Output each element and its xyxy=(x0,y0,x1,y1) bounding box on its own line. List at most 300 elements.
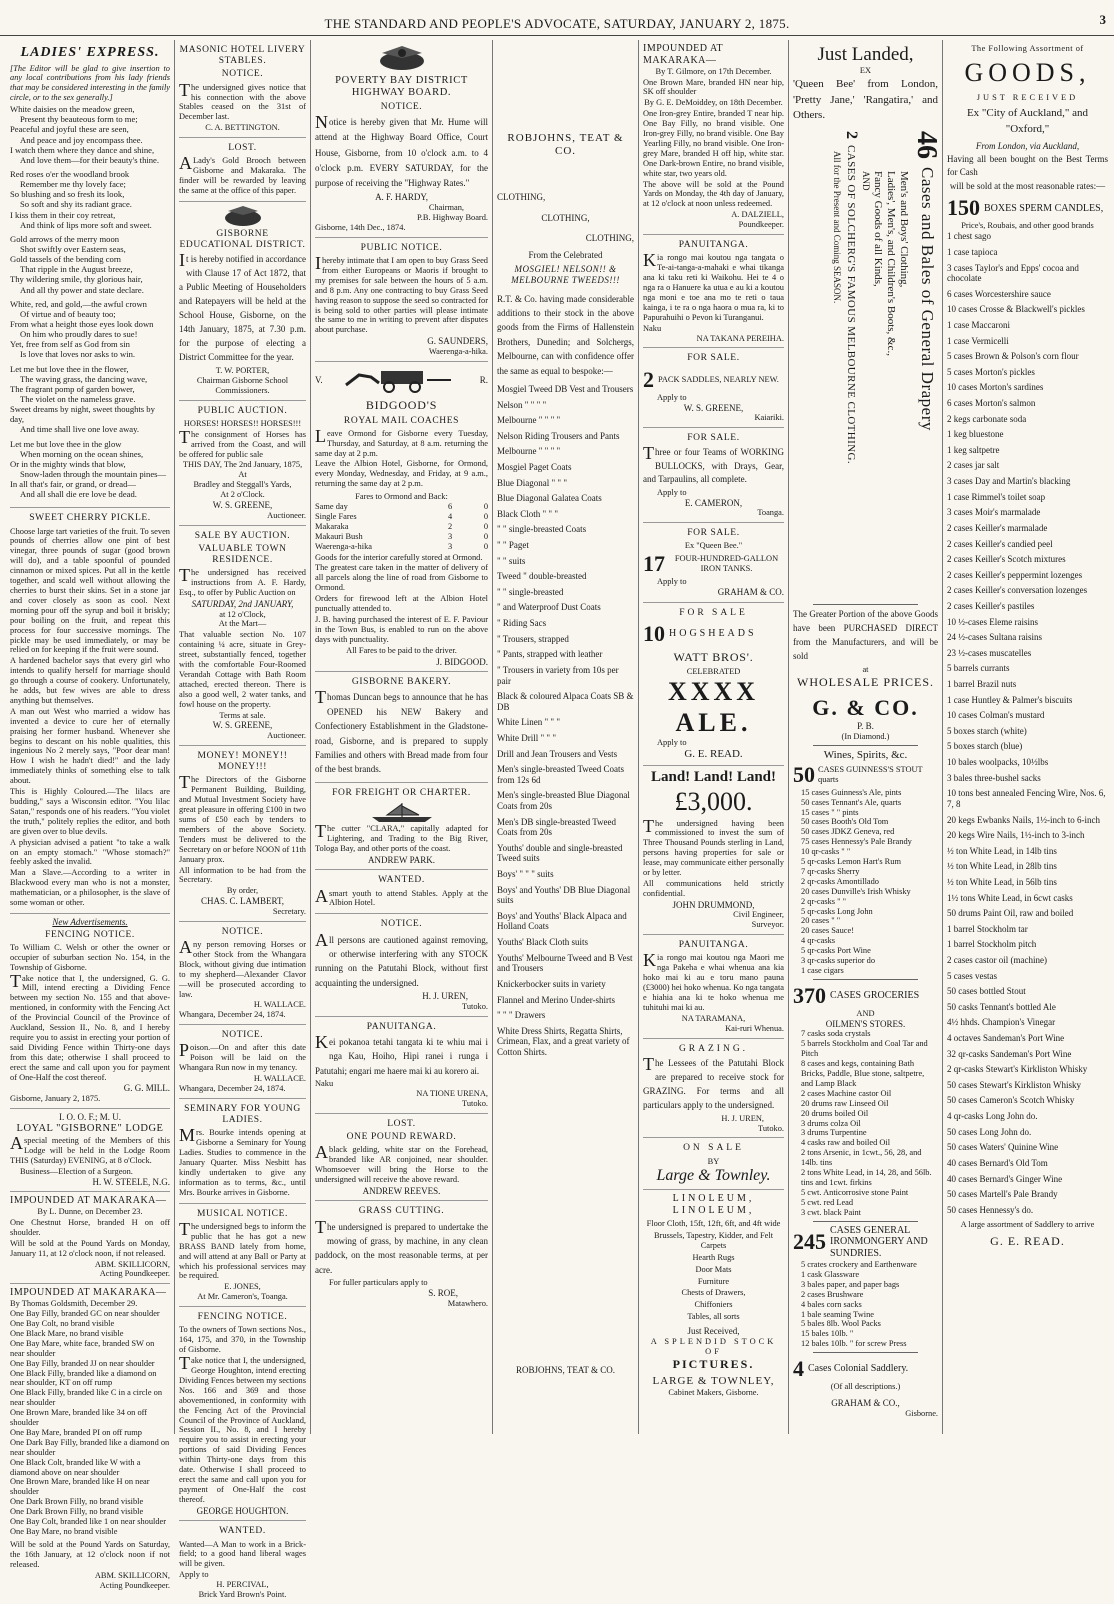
verse-line: Present thy beauteous form to me; xyxy=(20,114,138,125)
fares-title: Fares to Ormond and Back: xyxy=(355,492,448,502)
list-item: 5 cases vestas xyxy=(947,970,997,981)
notice-stock-title: NOTICE. xyxy=(380,919,423,930)
poverty-bay-title: POVERTY BAY DISTRICT HIGHWAY BOARD. xyxy=(335,75,468,99)
coach-subtitle: ROYAL MAIL COACHES xyxy=(343,415,460,426)
list-item: 8 cases and kegs, containing Bath Bricks, Paddle, Blue stone, saltpetre, and Lamp Black xyxy=(801,1059,925,1088)
list-item: One Black Mare, no brand visible xyxy=(10,1328,124,1338)
para-bachelor: A hardened bachelor says that every girl who intends to qualify herself for marriage should go through a course of cookery. Unfortunately, he adds, but few wives are able to dress anything but themselves. xyxy=(10,656,170,705)
verse-line: White daisies on the meadow green, xyxy=(10,104,135,115)
bakery-title: GISBORNE BAKERY. xyxy=(351,677,452,688)
list-item: Flannel and Merino Under-shirts xyxy=(497,994,616,1005)
hardware-num: 245 xyxy=(793,1229,826,1255)
wanted-man-text: Wanted—A Man to work in a Brick-field; to a good hand liberal wages will be given. xyxy=(179,1539,306,1569)
poverty-bay-notice: NOTICE. xyxy=(380,101,423,112)
list-item: 1 barrel Stockholm pitch xyxy=(947,939,1037,950)
drapery-line2: Men's and Boys' Clothing, xyxy=(897,171,910,288)
grass-cutting-role: Matawhero. xyxy=(447,1298,488,1308)
linoleum-sig: LARGE & TOWNLEY, xyxy=(652,1374,775,1387)
fare-label: Waerenga-a-hika xyxy=(315,541,372,551)
land-amount: £3,000. xyxy=(674,786,753,816)
panuitanga2-title: PANUITANGA. xyxy=(678,940,749,951)
fare-shillings: 4 xyxy=(448,511,453,521)
list-item: One Black Filly, branded like C in a circle on near shoulder xyxy=(10,1388,163,1408)
groceries-oilmen: OILMEN'S STORES. xyxy=(825,1018,906,1029)
list-item: Chiffoniers xyxy=(694,1300,733,1310)
coach-icon xyxy=(341,365,461,396)
masonic-title: MASONIC HOTEL LIVERY STABLES. xyxy=(179,45,306,67)
notice-stock-text: All persons are cautioned against removing, or otherwise interfering with any STOCK running on the Patutahi Block, without first acquainting the undersigned. xyxy=(315,929,488,988)
list-item: Nelson " " " " xyxy=(497,399,547,410)
list-item: 3 qr-casks superior do xyxy=(801,956,876,966)
land-sig: JOHN DRUMMOND, xyxy=(672,899,755,910)
list-item: 4 bales corn sacks xyxy=(801,1299,862,1309)
verse-line: White, red, and gold,—the awful crown xyxy=(10,298,147,309)
para-lilacs: This is Highly Coloured.—The lilacs are budding," says a Wisconsin editor. "You lilac Satan," responds one of his readers. "You violet the truth," politely replies the editor, and both are given over to blue devils. xyxy=(10,787,170,836)
list-item: 2 tons White Lead, in 14, 28, and 56lb. tins and 1cwt. firkins xyxy=(801,1168,932,1187)
verse-line: Snow-laden through the mountain pines— xyxy=(20,468,167,479)
impound1-title: IMPOUNDED AT MAKARAKA— xyxy=(10,1195,167,1207)
sale4-text: HOGSHEADS xyxy=(669,628,757,640)
fare-row xyxy=(315,532,488,542)
verse-line: That ripple in the August breeze, xyxy=(20,264,133,275)
list-item: 10 qr-casks " " xyxy=(801,847,851,857)
fare-row xyxy=(315,542,488,552)
list-item: 3 bales three-bushel sacks xyxy=(947,772,1041,783)
on-sale-firm: Large & Townley. xyxy=(656,1166,771,1184)
auction-time: At 2 o'Clock. xyxy=(220,490,265,500)
wanted-man-role: Brick Yard Brown's Point. xyxy=(198,1590,287,1600)
panuitanga-c3-sig: NA TIONE URENA, xyxy=(416,1088,488,1098)
poem-verse xyxy=(10,104,170,499)
ladies-express-title: LADIES' EXPRESS. xyxy=(20,45,160,60)
grass-cutting-text: The undersigned is prepared to undertake the mowing of grass, by machine, in any clean paddock, on the most reasonable terms, at per acre. xyxy=(315,1216,488,1275)
clothing-2: CLOTHING, xyxy=(541,212,590,223)
panuitanga2-text: Kia rongo mai koutou nga Maori me nga Pakeha e whai whenua ana kia hoko mai ki au e toru mano pauna (£3000) hei hoko whenua. Ko nga tangata e hiahia ana ki te hoko whenua me tuhituhi mai ki au. xyxy=(643,950,784,1012)
panuitanga-c5-naku: Naku xyxy=(643,323,662,333)
poverty-bay-role: Chairman, xyxy=(428,203,464,213)
list-item: 6 cases Worcestershire sauce xyxy=(947,288,1051,299)
verse-line: Let me but love thee in the glow xyxy=(10,438,122,449)
linoleum-list xyxy=(643,1219,784,1322)
saddlery-text: Cases Colonial Saddlery. xyxy=(808,1363,909,1375)
verse-line: I watch them where they dance and shine, xyxy=(10,144,155,155)
candles-sub: Price's, Roubais, and other good brands xyxy=(961,221,1094,231)
groceries-num: 370 xyxy=(793,982,826,1008)
list-item: 5 qr-casks Long John xyxy=(801,906,873,916)
auction-title: PUBLIC AUCTION. xyxy=(197,405,288,416)
impound1-text: One Chestnut Horse, branded H on off shoulder. xyxy=(10,1217,170,1237)
list-item: 1 case cigars xyxy=(801,966,844,975)
list-item: 1 case tapioca xyxy=(947,246,998,257)
lodge-text: Aspecial meeting of the Members of this Lodge will be held in the Lodge Room THIS (Saturday) EVENING, at 8 o'Clock. xyxy=(10,1132,170,1165)
land-title: Land! Land! Land! xyxy=(650,769,777,786)
list-item: Men's single-breasted Blue Diagonal Coats from 20s xyxy=(497,790,630,811)
rotated-drapery-block xyxy=(793,131,942,601)
robjohns-intro: R.T. & Co. having made considerable additions to their stock in the above goods from the Firms of Hallenstein Brothers, Dunedin; and Solchergs, Melbourne, can with confidence offer the same as equal to bespoke:— xyxy=(497,293,634,376)
saddlery-num: 4 xyxy=(793,1356,804,1382)
auction-horses: HORSES! HORSES!! HORSES!!! xyxy=(183,418,302,428)
list-item: Men's DB single-breasted Tweed Coats from 20s xyxy=(497,816,617,838)
notice2-date: Whangara, December 24, 1874. xyxy=(179,1084,286,1094)
list-item: 50 cases bottled Stout xyxy=(947,986,1026,997)
sale2-text: Three or four Teams of WORKING BULLOCKS, with Drays, Gear, and Tarpaulins, all complete. xyxy=(643,443,784,485)
fencing-sig: G. G. MILL. xyxy=(123,1083,170,1094)
list-item: One Black Filly, branded like a diamond on near shoulder, KT on off rump xyxy=(10,1368,157,1388)
panuitanga2-role: Kai-ruri Whenua. xyxy=(725,1023,784,1033)
list-item: One Dark Bay Filly, branded like a diamond on near shoulder xyxy=(10,1437,170,1457)
lodge-business: Business—Election of a Surgeon. xyxy=(20,1166,133,1176)
list-item: 1 chest sago xyxy=(947,231,991,242)
grazing-role: Tutoko. xyxy=(758,1123,784,1133)
grass-cutting-title: GRASS CUTTING. xyxy=(358,1206,445,1217)
impound2-role: Acting Poundkeeper. xyxy=(99,1580,170,1590)
wanted-youth-title: WANTED. xyxy=(378,875,425,886)
impound3-sig: A. DALZIELL, xyxy=(731,210,784,220)
list-item: 1 bale seaming Twine xyxy=(801,1309,874,1319)
fencing-to: To William C. Welsh or other the owner or occupier of suburban section No. 154, in the Township of Gisborne. xyxy=(10,942,170,972)
sale4-sig: G. E. READ. xyxy=(684,748,743,761)
para-slave: Man a Slave.—According to a writer in Blackwood every man who is not a monster, mathematician, or a philosopher, is the slave of some woman or other. xyxy=(10,868,170,908)
list-item: 50 cases Long John do. xyxy=(947,1126,1032,1137)
para-physician: A physician advised a patient "to take a walk on an empty stomach." "Whose stomach?" feebly asked the invalid. xyxy=(10,837,170,867)
list-item: 1 barrel Brazil nuts xyxy=(947,679,1017,690)
musical-title: MUSICAL NOTICE. xyxy=(197,1208,288,1219)
impound1-sale: Will be sold at the Pound Yards on Monday, January 11, at 12 o'clock noon, if not released. xyxy=(10,1238,170,1258)
list-item: " " single-breasted xyxy=(497,586,564,597)
list-item: 10 tons best annealed Fencing Wire, Nos. 6, 7, 8 xyxy=(947,788,1106,809)
poverty-bay-sig: A. F. HARDY, xyxy=(375,192,428,203)
list-item: 3 drums Turpentine xyxy=(801,1128,867,1138)
list-item: 40 cases Bernard's Ginger Wine xyxy=(947,1173,1063,1184)
masonic-notice: NOTICE. xyxy=(221,69,264,80)
list-item: Hearth Rugs xyxy=(692,1252,735,1262)
list-item: " " single-breasted Coats xyxy=(497,524,587,535)
masthead xyxy=(0,0,1114,36)
list-item: Knickerbocker suits in variety xyxy=(497,978,606,989)
column-4 xyxy=(492,40,638,1434)
sold-rates: will be sold at the most reasonable rates:— xyxy=(949,180,1106,191)
notice1-text: Any person removing Horses or other Stock from the Whangara Block, without giving due intimation to my shepherd—Alexander Clavor—will be prosecuted according to law. xyxy=(179,936,306,999)
list-item: 4½ hhds. Champion's Vinegar xyxy=(947,1017,1056,1028)
list-item: White Dress Shirts, Regatta Shirts, Crimean, Flax, and a great variety of Cotton Shirts. xyxy=(497,1025,630,1057)
list-item: Youths' Black Cloth suits xyxy=(497,937,588,948)
list-item: 50 casks Tennant's bottled Ale xyxy=(947,1001,1056,1012)
notice-stock-sig: H. J. UREN, xyxy=(422,991,468,1002)
sale-auction-title: SALE BY AUCTION. xyxy=(194,530,291,541)
candles-title: BOXES SPERM CANDLES, xyxy=(984,202,1104,214)
panuitanga-c5-title: PANUITANGA. xyxy=(678,240,749,251)
saddlery-arrive: A large assortment of Saddlery to arrive xyxy=(960,1220,1095,1230)
list-item: 1 case Rimmel's toilet soap xyxy=(947,491,1046,502)
wanted-man-title: WANTED. xyxy=(219,1526,266,1537)
coach-purchase: J. B. having purchased the interest of E. F. Paviour in the Town Bus, is enabled to run on the above days with punctuality. xyxy=(315,615,488,644)
list-item: 20 kegs Ewbanks Nails, 1½-inch to 6-inch xyxy=(947,814,1100,825)
notice1-title: NOTICE. xyxy=(221,926,264,937)
from-celebrated: From the Celebrated xyxy=(528,249,603,260)
auction-at: At xyxy=(238,470,247,480)
graham-logo: G. & CO. xyxy=(812,695,919,721)
crest-icon xyxy=(315,43,488,73)
list-item: 2 cases Brushware xyxy=(801,1289,864,1299)
list-item: 2 qr-casks Amontillado xyxy=(801,876,879,886)
verse-line: In all that's fair, or grand, or dread— xyxy=(10,479,137,490)
verse-line: Gold tassels of the bending corn xyxy=(10,254,121,265)
public-notice-title: PUBLIC NOTICE. xyxy=(360,242,443,253)
list-item: 2 cases castor oil (machine) xyxy=(947,954,1047,965)
list-item: 20 cases Dunville's Irish Whisky xyxy=(801,886,911,896)
panuitanga-c3-text: Kei pokanoa tetahi tangata ki te whiu mai i nga Kau, Hoiho, Hipi ranei i runga i Patutahi; engari me haere mai ki au korero ai. xyxy=(315,1031,488,1076)
verse-line: Sweet dreams by night, sweet thoughts by day, xyxy=(10,404,155,425)
lost-gelding-sig: ANDREW REEVES. xyxy=(362,1185,441,1196)
fare-shillings: 3 xyxy=(448,531,453,541)
list-item: 5 boxes starch (blue) xyxy=(947,741,1023,752)
panuitanga-c3-title: PANUITANGA. xyxy=(366,1021,437,1032)
fare-row xyxy=(315,512,488,522)
verse-line: And think of lips more soft and sweet. xyxy=(20,219,152,230)
hardware-title: CASES GENERAL IRONMONGERY AND SUNDRIES. xyxy=(830,1224,928,1260)
verse-line: When morning on the ocean shines, xyxy=(20,448,144,459)
list-item: " Pants, strapped with leather xyxy=(497,649,603,660)
town-residence-terms: Terms at sale. xyxy=(219,710,266,720)
coach-r: R. xyxy=(479,374,488,385)
list-item: " " " Drawers xyxy=(497,1010,546,1021)
robjohns-footer: ROBJOHNS, TEAT & CO. xyxy=(516,1365,615,1375)
verse-line: Gold arrows of the merry moon xyxy=(10,233,120,244)
notice1-date: Whangara, December 24, 1874. xyxy=(179,1010,286,1020)
impound2-sale: Will be sold at the Pound Yards on Saturday, the 16th January, at 12 o'clock noon if not released. xyxy=(10,1539,170,1569)
list-item: " " suits xyxy=(497,555,526,566)
linoleum-title: LINOLEUM, LINOLEUM, xyxy=(672,1193,755,1217)
sale4-xxxx: XXXX ALE. xyxy=(667,676,760,737)
list-item: Mosgiel Tweed DB Vest and Trousers xyxy=(497,383,634,394)
sale3-title: FOR SALE. xyxy=(687,528,740,539)
list-item: Tables, all sorts xyxy=(687,1312,740,1322)
drapery-num2: 2 xyxy=(843,131,861,140)
verse-line: Yet, free from self as God from sin xyxy=(10,339,130,350)
just-landed-title: Just Landed, xyxy=(817,44,914,65)
seminary-title: SEMINARY FOR YOUNG LADIES. xyxy=(184,1103,301,1126)
sale3-ex: Ex "Queen Bee." xyxy=(684,541,743,551)
drapery-num: 46 xyxy=(911,131,942,160)
impound1-sig: ABM. SKILLICORN, xyxy=(94,1259,170,1269)
land-role: Civil Engineer, xyxy=(733,910,784,920)
sale2-apply: Apply to xyxy=(657,487,687,497)
auction-place: Bradley and Steggall's Yards, xyxy=(193,480,292,490)
land-role2: Surveyor. xyxy=(751,920,784,930)
list-item: 10 ½-cases Eleme raisins xyxy=(947,616,1038,627)
list-item: 4 casks raw and boiled Oil xyxy=(801,1138,891,1148)
list-item: Boys' and Youths' DB Blue Diagonal suits xyxy=(497,884,631,906)
sale1-num: 2 xyxy=(643,366,654,392)
lost-gelding-title: LOST. xyxy=(387,1118,416,1129)
fencing-text: Take notice that I, the undersigned, G. G. Mill, intend erecting a Dividing Fence between my section No. 155 and that above-mentioned, in conformity with the Fencing Act of the Provincial Council of the Province of Auckland, Session II., No. 8, and I hereby require you to assist in erecting your portion of said Dividing Fence within Thirty-one days from this date; otherwise I shall proceed to erect the same and call upon you for payment of One-Half the cost thereof. xyxy=(10,970,170,1082)
impound3-by1: By T. Gilmore, on 17th December. xyxy=(655,66,772,76)
saddlery-role: Gisborne. xyxy=(905,1408,938,1418)
drapery-line4: Fancy Goods of all Kinds, xyxy=(872,171,885,288)
list-item: Furniture xyxy=(697,1276,730,1286)
impound3-role: Poundkeeper. xyxy=(738,220,784,230)
verse-line: Shot swiftly over Eastern seas, xyxy=(20,243,126,254)
list-item: 50 drums Paint Oil, raw and boiled xyxy=(947,908,1074,919)
tweeds-heading: MOSGIEL! NELSON!! & MELBOURNE TWEEDS!!! xyxy=(511,264,620,285)
coach-fares-note: All Fares to be paid to the driver. xyxy=(346,645,457,655)
town-residence-date: SATURDAY, 2nd JANUARY, xyxy=(191,598,294,609)
column-5 xyxy=(638,40,788,1434)
sale4-apply: Apply to xyxy=(657,738,687,748)
list-item: One Bay Mare, branded PI on off rump xyxy=(10,1427,142,1437)
column-3 xyxy=(310,40,492,1434)
list-item: Youths' Melbourne Tweed and B Vest and Trousers xyxy=(497,952,633,974)
public-notice-text: Ihereby intimate that I am open to buy Grass Seed from either Europeans or Maoris if brought to my premises for sale between the hours of 5 a.m. and 8 p.m. Any one contracting to buy Grass Seed having reason to suppose the seed so contracted for is being sold to other parties will please intimate the same to me in writing to prevent after disputes about purchase. xyxy=(315,252,488,335)
sale3-text: FOUR-HUNDRED-GALLON IRON TANKS. xyxy=(674,554,779,574)
clothing-list xyxy=(497,384,634,1058)
drapery-line5: CASES OF SOLCHERG'S FAMOUS MELBOURNE CLOTHING. xyxy=(845,145,858,465)
list-item: 1 case Huntley & Palmer's biscuits xyxy=(947,694,1073,705)
list-item: 2 tons Arsenic, in 1cwt., 56, 28, and 14lb. tins xyxy=(801,1148,922,1168)
lost-gelding-text: Ablack gelding, white star on the Forehead, branded like AR conjoined, near shoulder. Whomsoever will bring the Horse to the undersigned will receive the above reward. xyxy=(315,1142,488,1184)
notice1-sig: H. WALLACE. xyxy=(253,1000,306,1010)
groceries-list xyxy=(793,1029,938,1217)
drapery-line6: All for the Present and Coming SEASON. xyxy=(831,151,842,304)
sale3-num: 17 xyxy=(643,551,665,577)
column-7 xyxy=(942,40,1112,1434)
coach-text2: Leave the Albion Hotel, Gisborne, for Ormond, every Monday, Wednesday, and Friday, at 9 a.m., returning the same day at 2 p.m. xyxy=(315,459,488,489)
land-text: The undersigned having been commissioned to invest the sum of Three Thousand Pounds sterling in Land, persons having properties for sale or lease, may communicate either personally or by letter. xyxy=(643,815,784,878)
robjohns-firm: ROBJOHNS, TEAT & CO. xyxy=(507,132,624,157)
clothing-1: CLOTHING, xyxy=(497,191,546,202)
verse-line: Is love that loves nor asks to win. xyxy=(20,349,136,360)
wholesale-prices: WHOLESALE PRICES. xyxy=(797,675,934,690)
list-item: White Drill " " " xyxy=(497,732,557,743)
notice2-title: NOTICE. xyxy=(221,1030,264,1041)
linoleum-splendid: A SPLENDID STOCK OF xyxy=(650,1336,777,1356)
edu-sig: T. W. PORTER, xyxy=(215,365,270,375)
just-received: JUST RECEIVED xyxy=(976,92,1079,102)
fare-pence: 0 xyxy=(483,521,488,531)
list-item: " " Paget xyxy=(497,540,529,551)
list-item: 50 cases Hennessy's do. xyxy=(947,1204,1034,1215)
list-item: 24 ½-cases Sultana raisins xyxy=(947,632,1042,643)
list-item: One Bay Colt, no brand visible xyxy=(10,1318,115,1328)
fare-pence: 0 xyxy=(483,511,488,521)
money-info: All information to be had from the Secretary. xyxy=(179,865,306,885)
verse-line: I kiss them in their coy retreat, xyxy=(10,209,116,220)
list-item: 2 qr-casks Stewart's Kirkliston Whisky xyxy=(947,1064,1088,1075)
on-sale-title: ON SALE xyxy=(683,1143,744,1154)
list-item: ½ ton White Lead, in 28lb tins xyxy=(947,861,1057,872)
new-ads-heading: New Advertisements. xyxy=(52,916,128,927)
fare-shillings: 6 xyxy=(448,502,453,512)
lost-brooch-text: ALady's Gold Brooch between Gisborne and Makaraka. The finder will be rewarded by leaving the same at the office of this paper. xyxy=(179,153,306,196)
impound2-list xyxy=(10,1309,170,1537)
lodge-head2: LOYAL "GISBORNE" LODGE xyxy=(16,1122,164,1134)
list-item: 10 cases Crosse & Blackwell's pickles xyxy=(947,304,1085,315)
verse-line: The violet on the nameless grave. xyxy=(20,393,136,404)
sale1-title: FOR SALE. xyxy=(687,353,740,364)
list-item: " and Waterproof Dust Coats xyxy=(497,602,601,613)
groceries-and: AND xyxy=(856,1008,875,1018)
impound1-by: By L. Dunne, on December 23. xyxy=(37,1207,143,1217)
sale3-sig: GRAHAM & CO. xyxy=(717,587,784,598)
ship-icon xyxy=(315,801,488,823)
assortment-head: The Following Assortment of xyxy=(971,44,1084,53)
greater-portion-text: The Greater Portion of the above Goods have been PURCHASED DIRECT from the Manufacturers, and will be sold xyxy=(793,609,938,662)
list-item: 4 octaves Sandeman's Port Wine xyxy=(947,1033,1065,1044)
list-item: One Brown Mare, branded like H on near shoulder xyxy=(10,1477,150,1497)
list-item: Nelson Riding Trousers and Pants xyxy=(497,430,620,441)
fare-label: Makauri Bush xyxy=(315,531,363,541)
drapery-and: AND xyxy=(861,171,872,191)
list-item: " Trousers, strapped xyxy=(497,633,569,644)
list-item: Melbourne " " " " xyxy=(497,446,561,457)
fares-table xyxy=(315,502,488,552)
list-item: Black Cloth " " " xyxy=(497,508,559,519)
wines-head: CASES GUINNESS'S STOUT quarts xyxy=(818,764,923,784)
fare-label: Single Fares xyxy=(315,511,357,521)
panuitanga2-sig: NA TARAMANA, xyxy=(681,1013,746,1023)
groceries-title: CASES GROCERIES xyxy=(830,989,920,1001)
hardware-list xyxy=(793,1260,938,1349)
poverty-bay-date: Gisborne, 14th Dec., 1874. xyxy=(315,222,406,232)
impound2-sig: ABM. SKILLICORN, xyxy=(94,1570,170,1580)
grazing-title: GRAZING. xyxy=(678,1043,749,1054)
list-item: 1 keg bluestone xyxy=(947,429,1004,440)
sale2-role: Toanga. xyxy=(757,508,784,518)
town-residence-text: The undersigned has received instructions from A. F. Hardy, Esq., to offer by Public Auction on xyxy=(179,565,306,597)
list-item: 3 cases Taylor's and Epps' cocoa and chocolate xyxy=(947,262,1079,284)
lodge-head1: I. O. O. F.; M. U. xyxy=(58,1112,122,1122)
verse-line: And all shall die ere love be dead. xyxy=(20,489,137,500)
fare-pence: 0 xyxy=(483,502,488,512)
sale2-sig: E. CAMERON, xyxy=(684,497,743,508)
list-item: One Black Colt, branded like W with a diamond above on near shoulder xyxy=(10,1457,141,1477)
on-sale-by: BY xyxy=(707,1156,720,1166)
sale3-apply: Apply to xyxy=(657,577,687,587)
verse-line: Of virtue and of beauty too; xyxy=(20,308,116,319)
verse-line: Thy wildering smile, thy glorious hair, xyxy=(10,274,143,285)
town-residence-sig: W. S. GREENE, xyxy=(212,720,273,731)
list-item: ½ ton White Lead, in 56lb tins xyxy=(947,876,1057,887)
panuitanga-c3-naku: Naku xyxy=(315,1079,334,1088)
musical-role: At Mr. Cameron's, Toanga. xyxy=(197,1292,288,1302)
list-item: 4 qr-casks Long John do. xyxy=(947,1111,1038,1122)
list-item: 2 cases Keiller's conversation lozenges xyxy=(947,585,1088,596)
list-item: 1½ tons White Lead, in 6cwt casks xyxy=(947,892,1073,903)
sale1-role: Kaiariki. xyxy=(754,413,784,423)
graham-diamond: (In Diamond.) xyxy=(841,731,890,741)
verse-line: Let me but love thee in the flower, xyxy=(10,363,129,374)
fare-pence: 0 xyxy=(483,541,488,551)
impound1-role: Acting Poundkeeper. xyxy=(99,1269,170,1279)
list-item: 5 bales 8lb. Wool Packs xyxy=(801,1319,881,1329)
verse-line: Or in the mighty winds that blow, xyxy=(10,458,126,469)
candles-num: 150 xyxy=(947,195,980,221)
list-item: 5 barrels Stockholm and Coal Tar and Pitch xyxy=(801,1039,928,1059)
list-item: 20 drums boiled Oil xyxy=(801,1108,869,1118)
list-item: 20 kegs Wire Nails, 1½-inch to 3-inch xyxy=(947,830,1085,841)
list-item: Drill and Jean Trousers and Vests xyxy=(497,748,618,759)
money-sig: CHAS. C. LAMBERT, xyxy=(200,896,285,907)
list-item: 5 qr-casks Lemon Hart's Rum xyxy=(801,857,901,867)
fare-row xyxy=(315,502,488,512)
verse-line: On him who proudly dares to sue! xyxy=(20,329,138,340)
poverty-bay-role2: P.B. Highway Board. xyxy=(417,212,488,222)
list-item: 5 cases Brown & Polson's corn flour xyxy=(947,351,1079,362)
column-1 xyxy=(6,40,174,1590)
list-item: 20 cases Sauce! xyxy=(801,926,855,936)
list-item: One Bay Filly, branded JJ on near shoulder xyxy=(10,1358,155,1368)
list-item: Men's single-breasted Tweed Coats from 12s 6d xyxy=(497,764,625,785)
